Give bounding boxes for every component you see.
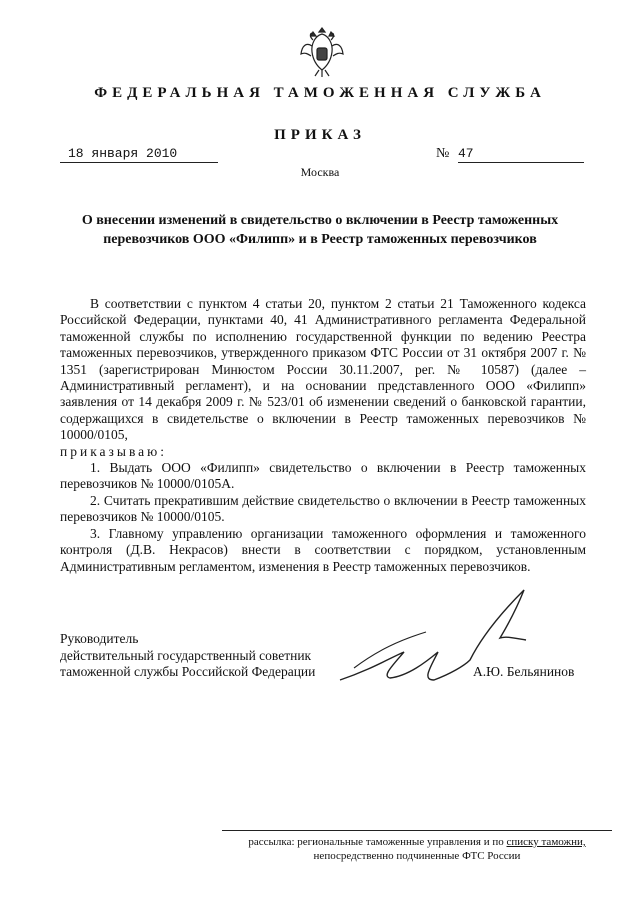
order-item-3: 3. Главному управлению организации таможенного оформления и таможенного контроля (Д.В. Некрасов) внести в соответствии с порядком, установленным Административным регламентом, изменения в Реестр таможенных перевозчиков.	[60, 525, 586, 574]
distribution-link[interactable]: списку таможни,	[506, 836, 586, 848]
preamble-paragraph: В соответствии с пунктом 4 статьи 20, пунктом 2 статьи 21 Таможенного кодекса Российской Федерации, пунктами 40, 41 Административного регламента Федеральной таможенной службы по исполнению государственной функции по ведению Реестра таможенных перевозчиков, утвержденного приказом ФТС России от 31 октября 2007 г. № 1351 (зарегистрирован Минюстом России 30.11.2007, рег. № 10587) (далее – Административный регламент), и на основании представленного ООО «Филипп» заявления от 14 декабря 2009 г. № 523/01 об изменении сведений о банковской гарантии, содержащихся в свидетельстве о включении в Реестр таможенных перевозчиков № 10000/0105,	[60, 296, 586, 443]
order-word: приказываю:	[60, 443, 167, 459]
distribution-line-2: непосредственно подчиненные ФТС России	[313, 850, 521, 862]
signatory-line-2: действительный государственный советник	[60, 647, 312, 663]
signatory-name: А.Ю. Бельянинов	[473, 664, 575, 679]
signatory-line-1: Руководитель	[60, 631, 139, 646]
order-subject: О внесении изменений в свидетельство о включении в Реестр таможенных перевозчиков ООО «Филипп» и в Реестр таможенных перевозчиков	[81, 213, 559, 247]
order-item-2: 2. Считать прекратившим действие свидетельство о включении в Реестр таможенных перевозчиков № 10000/0105.	[60, 492, 586, 525]
order-date: 18 января 2010	[60, 146, 218, 163]
agency-name: ФЕДЕРАЛЬНАЯ ТАМОЖЕННАЯ СЛУЖБА	[94, 85, 546, 101]
signatory-line-3: таможенной службы Российской Федерации	[60, 664, 316, 679]
order-item-1: 1. Выдать ООО «Филипп» свидетельство о включении в Реестр таможенных перевозчиков № 10000/0105А.	[60, 460, 586, 492]
number-sign: №	[436, 146, 450, 161]
handwritten-signature-icon	[330, 580, 560, 700]
distribution-prefix: рассылка: региональные таможенные управления и по	[248, 836, 507, 848]
order-number: 47	[458, 146, 584, 163]
document-type: ПРИКАЗ	[274, 127, 366, 143]
order-number-block	[436, 146, 584, 163]
emblem-icon	[299, 24, 345, 80]
issue-city: Москва	[300, 165, 340, 179]
signatory-title	[60, 631, 360, 681]
distribution-list	[222, 830, 612, 863]
distribution-line-1	[222, 835, 612, 849]
order-body	[60, 296, 586, 575]
